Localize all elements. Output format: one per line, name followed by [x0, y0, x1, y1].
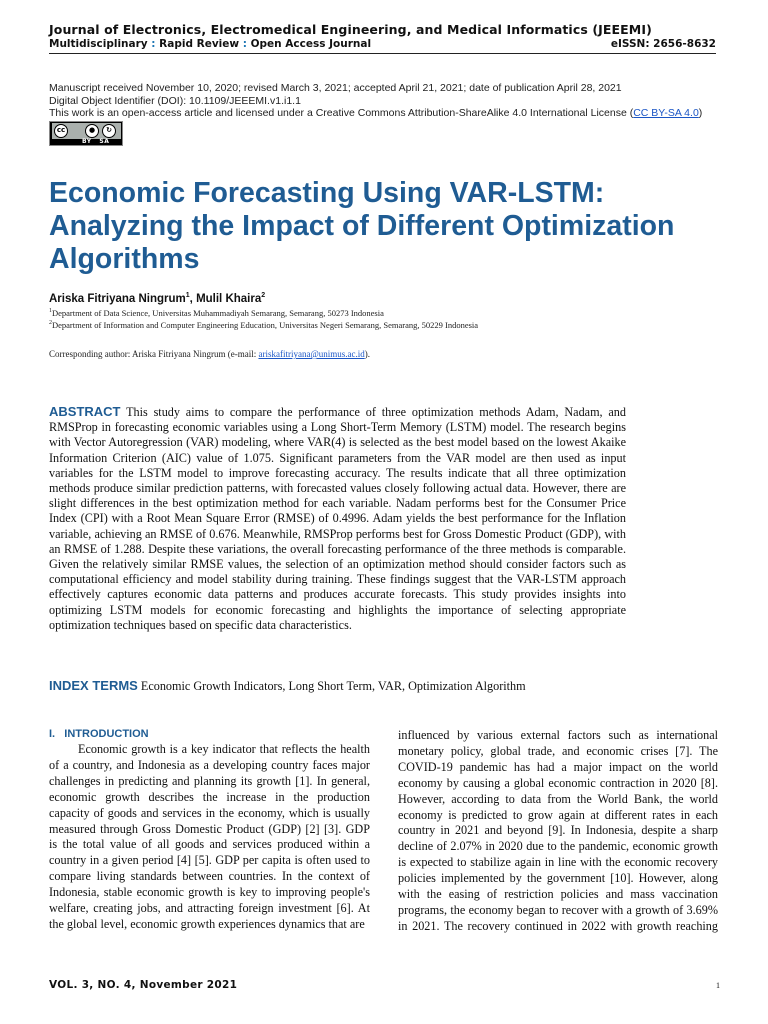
header-divider — [49, 53, 716, 54]
page-number: 1 — [716, 981, 720, 990]
author-list — [49, 292, 265, 305]
tag-separator: : — [242, 38, 247, 50]
section-heading-introduction: I. INTRODUCTION — [49, 728, 149, 740]
abstract — [49, 404, 626, 633]
intro-left-column: Economic growth is a key indicator that reflects the health of a country, and Indonesia as a developing country faces major challenges in predicting and planning its growth [1]. In general, economic growth describes the increase in the production capacity of goods and services in the economy, which is usually measured through Gross Domestic Product (GDP) [2] [3]. GDP is the total value of all goods and services produced within a country in a given period [4] [5]. GDP per capita is often used to compare living standards between countries. In the context of Indonesia, stable economic growth is key to improving people's welfare, creating jobs, and attracting foreign investment [6]. At the global level, economic growth experiences dynamics that are — [49, 742, 370, 931]
license-close: ) — [698, 107, 703, 119]
author-2-affil: 2 — [261, 292, 266, 299]
journal-tagline — [49, 38, 371, 50]
footer-volume: VOL. 3, NO. 4, November 2021 — [49, 979, 238, 991]
cc-icon: cc — [54, 124, 68, 138]
cc-by-sa-badge[interactable] — [49, 121, 123, 146]
license-link[interactable]: CC BY-SA 4.0 — [633, 107, 699, 119]
manuscript-dates: Manuscript received November 10, 2020; revised March 3, 2021; accepted April 21, 2021; date of publication April 28, 2021 — [49, 82, 622, 94]
tag-rapid-review: Rapid Review — [159, 38, 240, 50]
journal-name: Journal of Electronics, Electromedical Engineering, and Medical Informatics (JEEEMI) — [49, 22, 652, 37]
by-person-icon: ● — [85, 124, 99, 138]
author-2: Mulil Khaira — [196, 292, 262, 305]
index-terms — [49, 678, 689, 694]
cc-badge-bar — [52, 123, 121, 139]
author-1: Ariska Fitriyana Ningrum — [49, 292, 186, 305]
corresponding-author: Corresponding author: Ariska Fitriyana Ningrum (e-mail: ariskafitriyana@unimus.ac.id). — [49, 349, 370, 359]
abstract-label: ABSTRACT — [49, 404, 121, 419]
intro-right-column: influenced by various external factors such as international monetary policy, global trade, and economic crises [7]. The COVID-19 pandemic has had a major impact on the world economy by causing a global economic contraction in 2020 [8]. However, according to data from the World Bank, the world economy is predicted to grow again at different rates in each country in 2021 and beyond [9]. In Indonesia, despite a sharp decline of 2.07% in 2020 due to the pandemic, economic growth is expected to stabilize again in line with the economic recovery policies implemented by the government [10]. However, along with the easing of restriction policies and mass vaccination programs, the economy began to recover with a growth of 3.69% in 2021. The recovery continued in 2022 with growth reaching — [398, 728, 718, 933]
paper-title: Economic Forecasting Using VAR-LSTM: Analyzing the Impact of Different Optimization Algorithms — [49, 177, 675, 275]
index-terms-label: INDEX TERMS — [49, 678, 138, 693]
license-line — [49, 107, 702, 119]
affiliation-1: $^1$Department of Data Science, Universitas Muhammadiyah Semarang, Semarang, 50273 Indonesia — [49, 308, 384, 318]
index-terms-text: Economic Growth Indicators, Long Short Term, VAR, Optimization Algorithm — [140, 679, 526, 693]
tag-multidisciplinary: Multidisciplinary — [49, 38, 148, 50]
affiliation-2: $^2$Department of Information and Computer Engineering Education, Universitas Negeri Semarang, Semarang, 50229 Indonesia — [49, 320, 479, 330]
tag-separator: : — [151, 38, 156, 50]
abstract-text: This study aims to compare the performance of three optimization methods Adam, Nadam, and RMSProp in forecasting economic variables using a Long Short-Term Memory (LSTM) model. The research begins with Vector Autoregression (VAR) modeling, where VAR(4) is selected as the best model based on the lowest Akaike Information Criterion (AIC) value of 1.075. Significant parameters from the VAR model are then used as input variables for the LSTM model to improve forecasting accuracy. The results indicate that all three optimization methods produce similar prediction patterns, with forecasted values closely following actual data. However, there are slight differences in the best optimization method for each variable. Nadam performs best for the Consumer Price Index (CPI) with a Root Mean Square Error (RMSE) of 0.4996. Adam yields the best performance for the Inflation variable, achieving an RMSE of 0.676. Meanwhile, RMSProp performs best for Gross Domestic Product (GDP), with an RMSE of 1.288. Despite these variations, the overall forecasting performance of the three methods is comparable. Given the relatively similar RMSE values, the selection of an optimization method should consider factors such as computational efficiency and model stability during training. These findings suggest that the VAR-LSTM approach effectively captures economic data patterns and produces accurate forecasts. This study provides insights into optimizing LSTM models for economic forecasting and highlights the importance of selecting appropriate optimization techniques based on specific data characteristics. — [49, 405, 626, 632]
sa-share-icon: ↻ — [102, 124, 116, 138]
eissn: eISSN: 2656-8632 — [610, 38, 716, 50]
author-1-affil: 1 — [185, 292, 190, 299]
doi-line: Digital Object Identifier (DOI): 10.1109/JEEEMI.v1.i1.1 — [49, 95, 301, 107]
corresponding-email-link[interactable]: ariskafitriyana@unimus.ac.id — [258, 349, 365, 359]
tag-open-access: Open Access Journal — [250, 38, 372, 50]
cc-badge-labels: BY SA — [82, 138, 110, 145]
license-text: This work is an open-access article and licensed under a Creative Commons Attribution-ShareAlike 4.0 International License ( — [49, 107, 634, 119]
author-separator: , — [189, 292, 197, 305]
